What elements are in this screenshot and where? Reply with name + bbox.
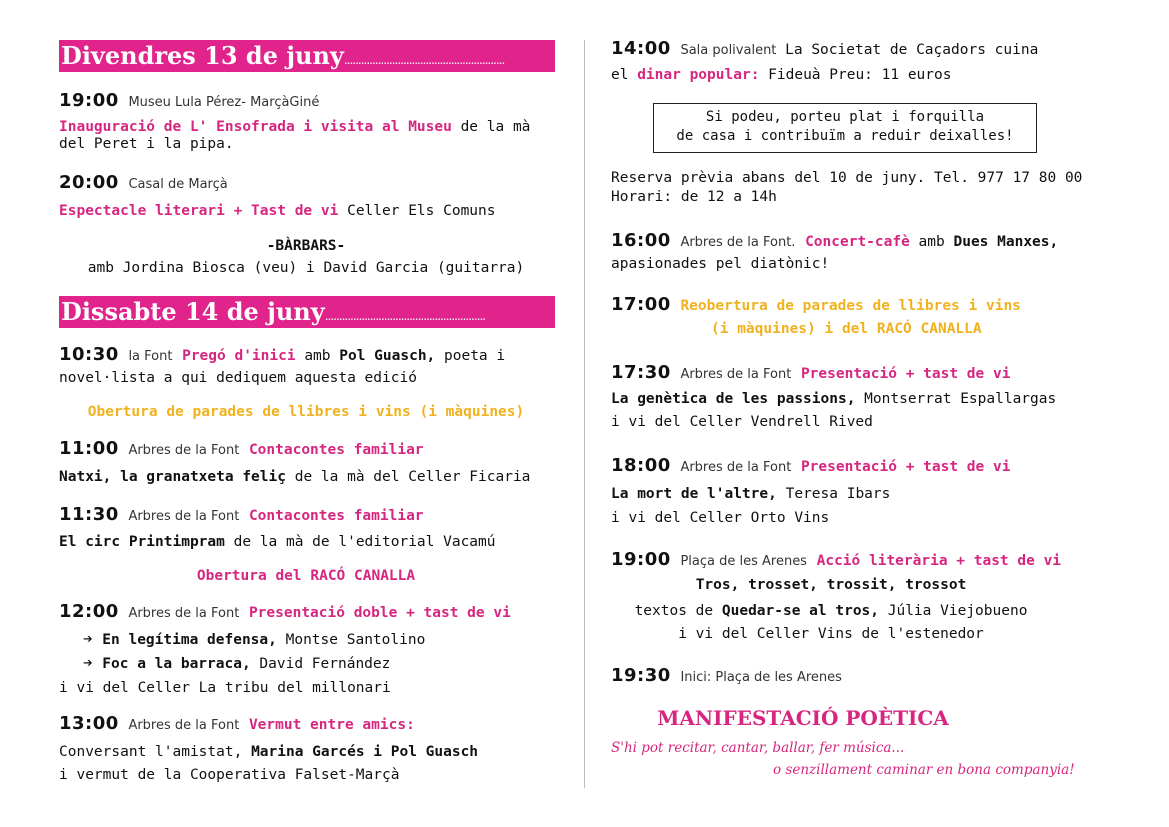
event-bold: Quedar-se al tros, (721, 603, 880, 619)
event-place: Casal de Marçà (128, 177, 228, 192)
event-text: Teresa Ibars (776, 486, 891, 502)
event-line (59, 172, 228, 193)
event-place: Arbres de la Font (680, 367, 792, 382)
event-text: apasionades pel diatònic! (611, 256, 830, 272)
event-line (59, 344, 505, 365)
event-bold: Pol Guasch, (339, 348, 436, 364)
event-desc (59, 531, 496, 550)
event-line (611, 455, 1010, 476)
event-bold: Marina Garcés i Pol Guasch (251, 744, 479, 760)
event-line (59, 601, 511, 622)
event-line (59, 438, 424, 459)
event-time: 11:00 (59, 438, 119, 459)
event-title: Inauguració de L' Ensofrada i visita al Museu (59, 119, 452, 135)
event-title: Contacontes familiar (248, 442, 424, 458)
day-header-text: Dissabte 14 de juny (61, 297, 325, 326)
event-title: Vermut entre amics: (248, 717, 415, 733)
event-line (59, 90, 319, 111)
notice-line: Si podeu, porteu plat i forquilla (705, 109, 985, 125)
event-line (611, 230, 1058, 251)
event-desc (59, 200, 496, 219)
event-line (59, 713, 415, 734)
notice-line: de casa i contribuïm a reduir deixalles! (676, 128, 1014, 144)
manifestacio-title: MANIFESTACIÓ POÈTICA (657, 706, 949, 730)
event-time: 11:30 (59, 504, 119, 525)
reservation-hours: Horari: de 12 a 14h (611, 189, 777, 205)
event-line (611, 665, 842, 686)
event-time: 14:00 (611, 38, 671, 59)
event-bold: Dues Manxes, (953, 234, 1059, 250)
event-time: 12:00 (59, 601, 119, 622)
event-place: Plaça de les Arenes (680, 554, 807, 569)
event-bold: Foc a la barraca, (102, 656, 251, 672)
event-price: Preu: 11 euros (820, 67, 952, 83)
event-text: Fideuà (759, 67, 821, 83)
event-line (59, 504, 424, 525)
event-text: Montse Santolino (276, 632, 426, 648)
event-title: Pregó d'inici (182, 348, 296, 364)
day-header-saturday (59, 296, 555, 328)
event-text: poeta i (435, 348, 506, 364)
event-bold: La genètica de les passions, (611, 391, 856, 407)
event-place: Arbres de la Font (128, 718, 240, 733)
event-text: amb (295, 348, 340, 364)
event-time: 10:30 (59, 344, 119, 365)
event-line (611, 362, 1010, 383)
event-text: textos de (634, 603, 722, 619)
event-time: 13:00 (59, 713, 119, 734)
column-divider (584, 40, 585, 788)
event-title: Presentació + tast de vi (800, 459, 1011, 475)
event-text: i vi del Celler Vins de l'estenedor (678, 626, 984, 642)
event-time: 18:00 (611, 455, 671, 476)
event-bold: En legítima defensa, (102, 632, 277, 648)
event-place: la Font (128, 349, 173, 364)
event-desc (611, 600, 1051, 619)
event-time: 19:00 (59, 90, 119, 111)
event-text: de la mà (451, 119, 531, 135)
event-place: Arbres de la Font (128, 443, 240, 458)
event-text: Montserrat Espallargas (855, 391, 1057, 407)
event-place: Arbres de la Font (680, 460, 792, 475)
event-text: i vi del Celler Orto Vins (611, 510, 830, 526)
event-place: Inici: Plaça de les Arenes (680, 670, 842, 685)
event-time: 20:00 (59, 172, 119, 193)
event-text: del Peret i la pipa. (59, 136, 234, 152)
event-title: Reobertura de parades de llibres i vins (680, 298, 1021, 314)
event-title: dinar popular: (637, 67, 760, 83)
event-time: 17:00 (611, 294, 671, 315)
event-text: novel·lista a qui dediquem aquesta edició (59, 370, 417, 386)
show-subtitle: amb Jordina Biosca (veu) i David Garcia (guitarra) (87, 260, 525, 276)
event-place: Arbres de la Font. (680, 235, 796, 250)
event-time: 19:30 (611, 665, 671, 686)
event-place: Museu Lula Pérez- MarçàGiné (128, 95, 320, 110)
event-bold: Natxi, la granatxeta feliç (59, 469, 286, 485)
event-bold: Tros, trosset, trossit, trossot (695, 577, 967, 593)
event-desc (59, 741, 478, 760)
event-line (611, 38, 1038, 59)
manifestacio-line: o senzillament caminar en bona companyia! (773, 762, 1075, 778)
event-place: Sala polivalent (680, 43, 777, 58)
event-time: 17:30 (611, 362, 671, 383)
event-text: de la mà de l'editorial Vacamú (224, 534, 496, 550)
day-header-text: Divendres 13 de juny (61, 41, 344, 70)
manifestacio-line: S'hi pot recitar, cantar, ballar, fer música... (611, 740, 905, 756)
event-title: Presentació + tast de vi (800, 366, 1011, 382)
event-text: La Societat de Caçadors cuina (776, 42, 1039, 58)
event-time: 16:00 (611, 230, 671, 251)
event-text: i vermut de la Cooperativa Falset-Marçà (59, 767, 400, 783)
notice-box (653, 103, 1037, 153)
event-desc (59, 466, 530, 485)
list-item (83, 653, 390, 672)
event-place: Arbres de la Font (128, 606, 240, 621)
obertura-notice: Obertura de parades de llibres i vins (i màquines) (87, 404, 525, 420)
list-item (83, 629, 425, 648)
event-title: Concert-cafè (805, 234, 910, 250)
day-header-friday (59, 40, 555, 72)
event-desc (611, 388, 1056, 407)
header-dots: ......................................................... (324, 309, 486, 323)
event-text: Júlia Viejobueno (879, 603, 1028, 619)
event-text: amb (909, 234, 954, 250)
event-title: Presentació doble + tast de vi (248, 605, 511, 621)
event-title: Acció literària + tast de vi (816, 553, 1062, 569)
event-text: Celler Els Comuns (338, 203, 496, 219)
event-line (611, 549, 1061, 570)
event-title: Contacontes familiar (248, 508, 424, 524)
event-text: i vi del Celler Vendrell Rived (611, 414, 873, 430)
event-desc (611, 483, 890, 502)
arrow-icon: ➔ (83, 629, 93, 648)
event-text: de la mà del Celler Ficaria (285, 469, 531, 485)
arrow-icon: ➔ (83, 653, 93, 672)
event-place: Arbres de la Font (128, 509, 240, 524)
event-text: Conversant l'amistat, (59, 744, 252, 760)
header-dots: ......................................................... (343, 53, 505, 67)
event-desc (59, 116, 530, 135)
event-text: el (611, 67, 638, 83)
event-time: 19:00 (611, 549, 671, 570)
show-title: -BÀRBARS- (266, 238, 346, 254)
event-bold: La mort de l'altre, (611, 486, 777, 502)
event-text: i vi del Celler La tribu del millonari (59, 680, 391, 696)
event-title: Espectacle literari + Tast de vi (59, 203, 339, 219)
reservation-text: Reserva prèvia abans del 10 de juny. Tel. 977 17 80 00 (611, 170, 1083, 186)
event-desc (611, 64, 951, 83)
event-line (611, 294, 1021, 315)
raco-canalla-notice: Obertura del RACÓ CANALLA (196, 568, 416, 584)
event-bold: El circ Printimpram (59, 534, 225, 550)
event-title: (i màquines) i del RACÓ CANALLA (711, 321, 982, 337)
event-text: David Fernández (250, 656, 391, 672)
